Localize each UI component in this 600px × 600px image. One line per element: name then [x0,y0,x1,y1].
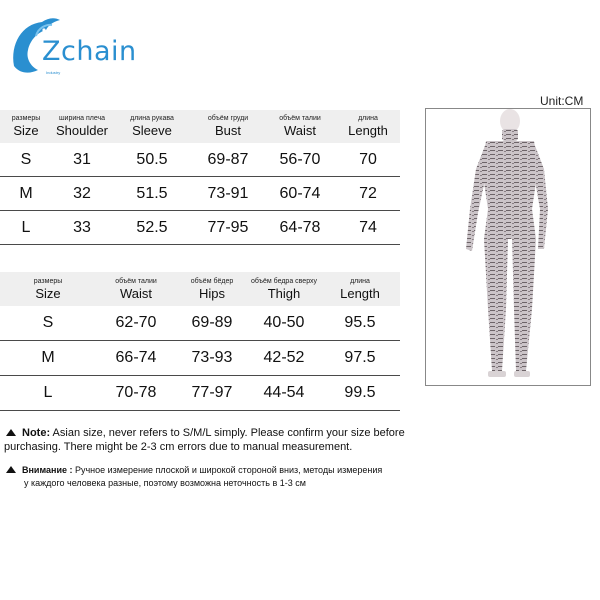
unit-label: Unit:CM [540,94,584,108]
header-cell: размеры Size [11,115,41,138]
table-cell: 60-74 [264,177,336,211]
table-cell: M [0,177,52,211]
table-cell: S [0,306,96,341]
note-text: purchasing. There might be 2-3 cm errors due to manual measurement. [4,441,353,453]
table-header-row [0,110,400,143]
table-cell: 66-74 [96,341,176,376]
table-cell: 44-54 [248,376,320,411]
triangle-icon [6,429,16,436]
table-cell: L [0,376,96,411]
note-text: Ручное измерение плоской и широкой стороной вниз, методы измерения [72,465,383,475]
table-row [0,306,400,341]
table-cell: 77-95 [192,211,264,245]
table-header-row [0,272,400,306]
table-row [0,376,400,411]
note-text: у каждого человека разные, поэтому возможна неточность в 1-3 см [24,478,306,488]
header-cell: объём бёдер Hips [190,277,234,301]
table-cell: S [0,143,52,177]
table-cell: M [0,341,96,376]
table-cell: 51.5 [112,177,192,211]
note-russian [4,464,414,490]
note-label: Note: [22,427,51,439]
header-cell: длина Length [348,115,388,138]
table-cell: 72 [336,177,400,211]
note-english [4,426,414,454]
note-label: Внимание : [22,465,73,475]
table-row [0,177,400,211]
note-text: Asian size, never refers to S/M/L simply. Please confirm your size before [50,427,405,439]
table-cell: 77-97 [176,376,248,411]
table-cell: 74 [336,211,400,245]
bottom-size-table [0,272,400,411]
table-cell: 52.5 [112,211,192,245]
header-cell: размеры Size [33,277,63,301]
header-cell: объём талии Waist [115,277,157,301]
header-cell: объём талии Waist [279,115,321,138]
table-cell: 31 [52,143,112,177]
table-cell: 50.5 [112,143,192,177]
table-cell: 95.5 [320,306,400,341]
table-cell: 73-91 [192,177,264,211]
table-cell: 99.5 [320,376,400,411]
table-cell: 69-87 [192,143,264,177]
table-cell: 56-70 [264,143,336,177]
jumpsuit-figure [426,109,590,385]
table-row [0,143,400,177]
table-cell: 62-70 [96,306,176,341]
product-photo [425,108,591,386]
brand-logo [8,14,137,86]
table-row [0,341,400,376]
brand-subtitle: Industry [46,70,61,75]
top-size-table [0,110,400,245]
table-cell: 70-78 [96,376,176,411]
table-cell: 64-78 [264,211,336,245]
header-cell: объём груди Bust [207,115,249,138]
brand-name: Zchain [42,36,137,67]
triangle-icon [6,466,16,473]
table-cell: L [0,211,52,245]
table-cell: 97.5 [320,341,400,376]
table-cell: 70 [336,143,400,177]
table-cell: 32 [52,177,112,211]
header-cell: длина рукава Sleeve [130,115,174,138]
header-cell: длина Length [340,277,380,301]
table-cell: 40-50 [248,306,320,341]
header-cell: объём бедра сверху Thigh [250,277,318,301]
table-row [0,211,400,245]
table-cell: 42-52 [248,341,320,376]
header-cell: ширина плеча Shoulder [55,115,109,138]
table-cell: 69-89 [176,306,248,341]
table-cell: 33 [52,211,112,245]
table-cell: 73-93 [176,341,248,376]
